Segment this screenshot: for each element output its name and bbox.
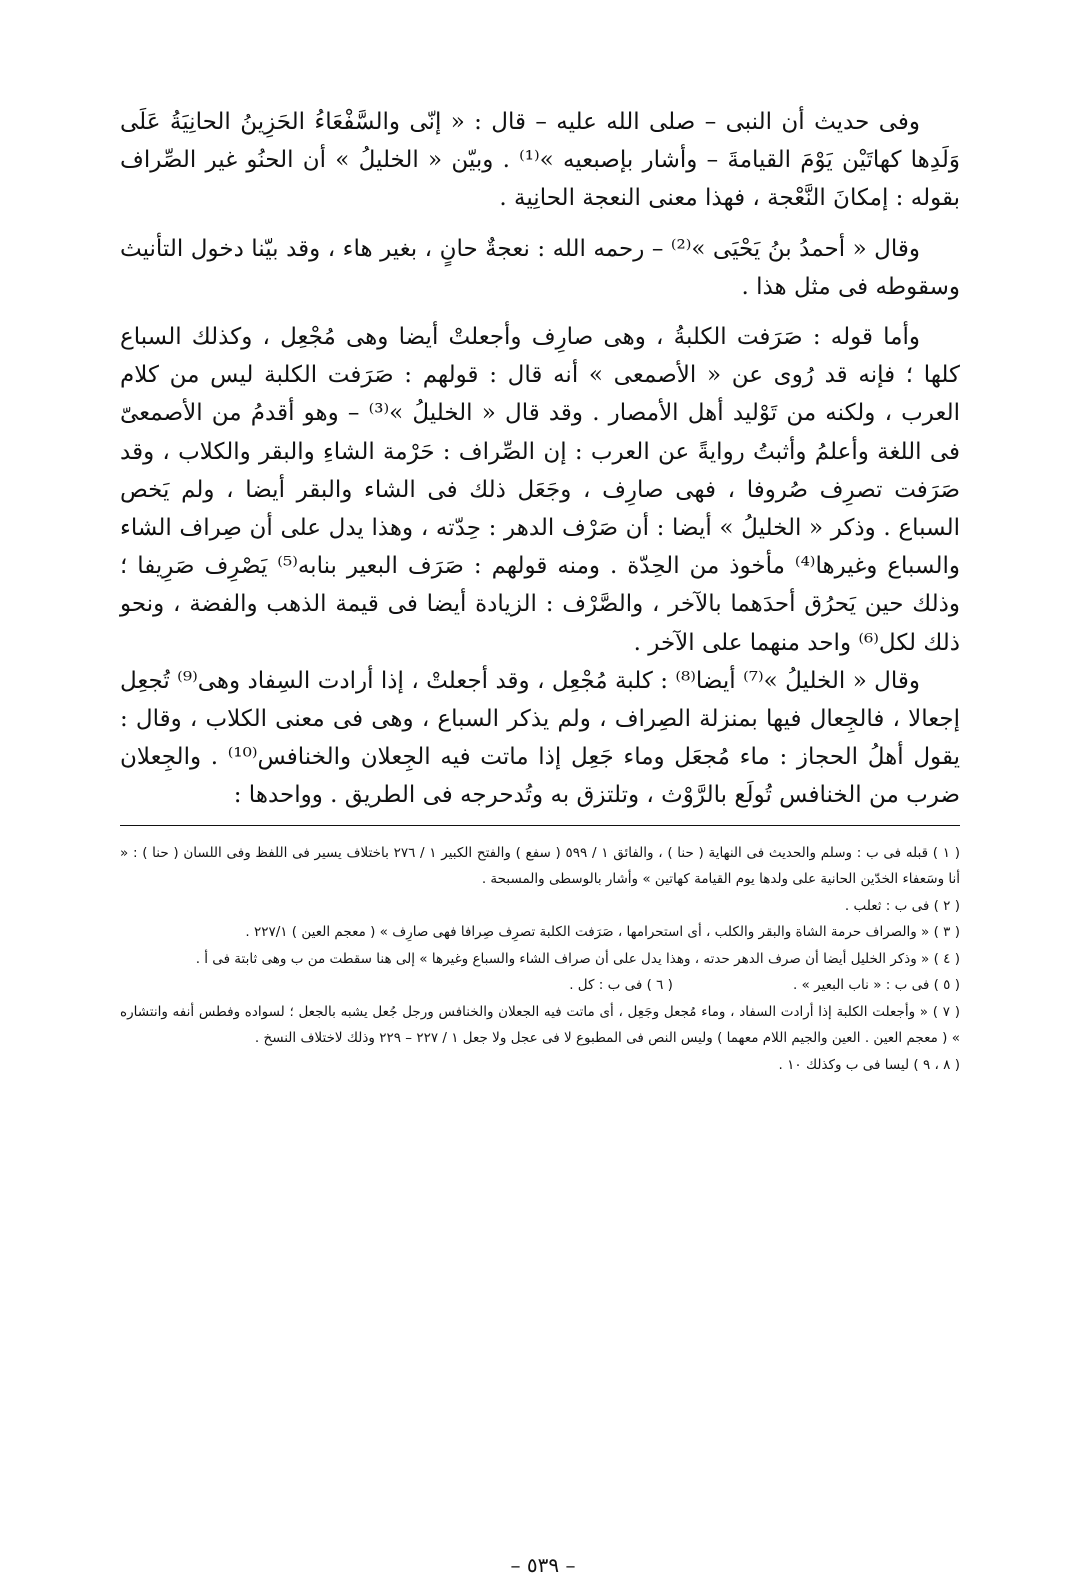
- footnote-2: ( ٢ ) فى ب : ثعلب .: [844, 897, 960, 914]
- footnote-3: ( ٣ ) « والصراف حرمة الشاة والبقر والكلب ، أى استحرامها ، صَرَفت الكلبة تصرِف صِرافا فهى صارِف » ( معجم العين ) ٢٢٧/١ .: [245, 924, 960, 941]
- paragraph-2: وقال « أحمدُ بنُ يَحْيَى »⁽²⁾ – رحمه الله : نعجةٌ حانٍ ، بغير هاء ، وقد بيّنا دخول التأنيث وسقوطه فى مثل هذا .: [120, 235, 960, 300]
- footnote-5: ( ٥ ) فى ب : « ناب البعير » .: [792, 977, 960, 994]
- footnote-1: ( ١ ) قبله فى ب : وسلم والحديث فى النهاية ( حنا ) ، والفائق ١ / ٥٩٩ ( سفع ) والفتح الكبير ١ / ٢٧٦ باختلاف يسير فى اللفظ وفى اللسان ( حنا ) : « أنا وسَعفاء الخدّين الحانية على ولدها يوم القيامة كهاتين » وأشار بالوسطى والمسبحة .: [120, 844, 960, 888]
- paragraph-4: وقال « الخليلُ »⁽⁷⁾ أيضا⁽⁸⁾ : كلبة مُجْعِل ، وقد أجعلتْ ، إذا أرادت السِفاد وهى⁽⁹⁾ تُجعِل إجعالا ، فالجِعال فيها بمنزلة الصِراف ، ولم يذكر السباع ، وهى فى معنى الكلاب ، وقال : يقول أهلُ الحجاز : ماء مُجعَل وماء جَعِل إذا ماتت فيه الجِعلان والخنافس⁽¹⁰⁾ . والجِعلان ضرب من الخنافس تُولَع بالرَّوْث ، وتلتزق به وتُدحرجه فى الطريق . وواحدها :: [120, 667, 960, 809]
- paragraph-3: وأما قوله : صَرَفت الكلبةُ ، وهى صارِف وأجعلتْ أيضا وهى مُجْعِل ، وكذلك السباع كلها ؛ فإنه قد رُوى عن « الأصمعى » أنه قال : قولهم : صَرَفت الكلبة ليس من كلام العرب ، ولكنه من تَوْليد أهل الأمصار . وقد قال « الخليلُ »⁽³⁾ – وهو أقدمُ من الأصمعىّ فى اللغة وأعلمُ وأثبتُ روايةً عن العرب : إن الصِّراف : حَرْمة الشاءِ والبقر والكلاب ، وقد صَرَفت تصرِف صُروفا ، فهى صارِف ، وجَعَل ذلك فى الشاء والبقر أيضا ، ولم يَخص السباع . وذكر « الخليلُ » أيضا : أن صَرْف الدهر : حِدّته ، وهذا يدل على أن صِراف الشاء والسباع وغيرها⁽⁴⁾ مأخوذ من الحِدّة . ومنه قولهم : صَرَف البعير بنابه⁽⁵⁾ يَصْرِف صَرِيفا ؛ وذلك حين يَحرُق أحدَهما بالآخر ، والصَّرْف : الزيادة أيضا فى قيمة الذهب والفضة ، ونحو ذلك لكل⁽⁶⁾ واحد منهما على الآخر .: [120, 324, 960, 656]
- footnote-8-9: ( ٨ ، ٩ ) ليسا فى ب وكذلك ١٠ .: [778, 1056, 960, 1073]
- footnote-separator: [120, 825, 960, 826]
- footnote-6: ( ٦ ) فى ب : كل .: [569, 977, 673, 994]
- footnote-4: ( ٤ ) « وذكر الخليل أيضا أن صرف الدهر حدته ، وهذا يدل على أن صراف الشاء والسباع وغيرها » إلى هنا سقطت من ب وهى ثابتة فى أ .: [195, 950, 960, 967]
- page-number: – ٥٣٩ –: [510, 1553, 576, 1577]
- main-text: [120, 103, 960, 815]
- footnotes: [120, 840, 960, 1079]
- paragraph-1: وفى حديث أن النبى – صلى الله عليه – قال : « إنّى والسَّفْعَاءُ الحَزِينُ الحانِيَةُ عَلَى وَلَدِها كهاتَيْن يَوْمَ القيامةَ – وأشار بإصبعيه »⁽¹⁾ . وبيّن « الخليلُ » أن الحنُو غير الصِّراف بقوله : إمكانَ النَّعْجة ، فهذا معنى النعجة الحانِية .: [120, 109, 960, 212]
- footnote-7: ( ٧ ) « وأجعلت الكلبة إذا أرادت السفاد ، وماء مُجعل وجَعِل ، أى ماتت فيه الجعلان والخنافس ورجل جُعل يشبه بالجعل ؛ لسواده وفطس أنفه وانتشاره » ( معجم العين . العين والجيم اللام معهما ) وليس النص فى المطبوع لا فى عجل ولا جعل ١ / ٢٢٧ – ٢٢٩ وذلك لاختلاف النسخ .: [120, 1003, 960, 1047]
- page: [120, 103, 960, 1078]
- footnote-5-6: [120, 972, 960, 999]
